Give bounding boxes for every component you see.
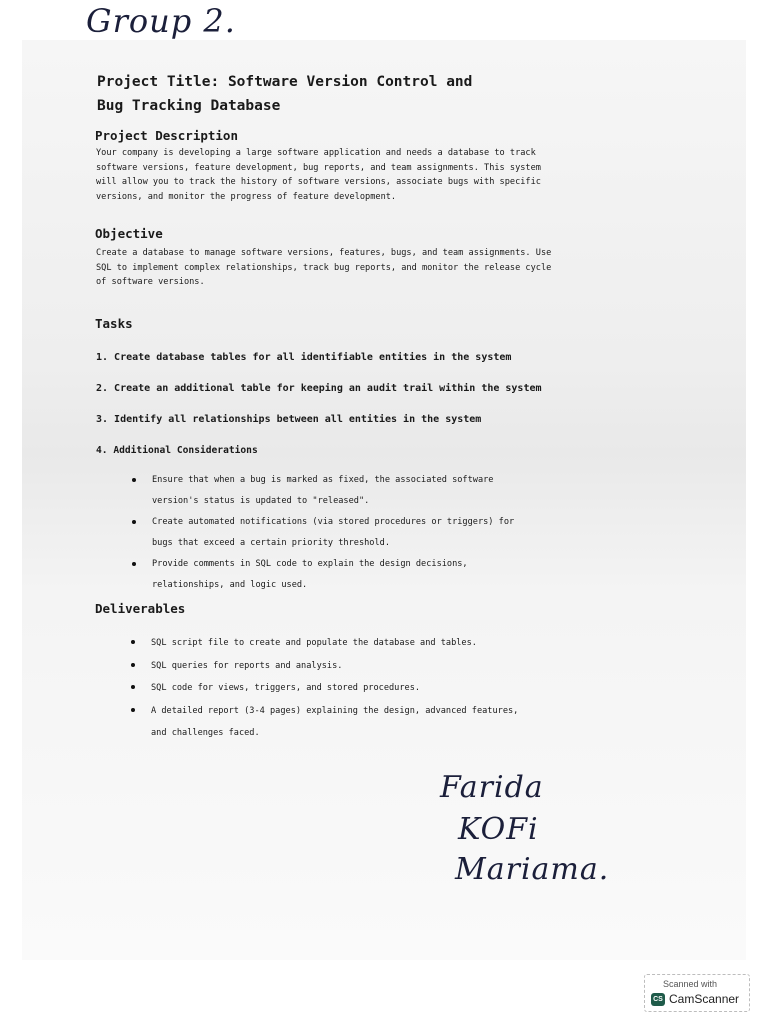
camscanner-brand: CamScanner [669, 992, 740, 1006]
bullet-icon [131, 685, 135, 689]
consideration-line: relationships, and logic used. [152, 580, 308, 590]
handwritten-group-label: Group 2. [86, 2, 236, 40]
deliverable-line: A detailed report (3-4 pages) explaining the design, advanced features, [151, 705, 519, 716]
bullet-icon [132, 562, 136, 566]
tasks-heading: Tasks [95, 316, 133, 331]
list-item [152, 512, 514, 554]
camscanner-badge [644, 974, 750, 1012]
consideration-line: Provide comments in SQL code to explain the design decisions, [152, 559, 468, 569]
objective-heading: Objective [95, 226, 163, 241]
scanned-with-text: Scanned with [663, 979, 718, 989]
handwritten-signature-line: KOFi [458, 812, 539, 847]
handwritten-signature-line: Mariama. [455, 852, 610, 887]
description-line: software versions, feature development, bug reports, and team assignments. This system [96, 162, 541, 173]
description-line: Your company is developing a large software application and needs a database to track [96, 148, 536, 158]
deliverable-line: and challenges faced. [151, 728, 260, 738]
project-title-line-2: Bug Tracking Database [97, 98, 281, 114]
deliverable-line: SQL script file to create and populate the database and tables. [151, 638, 477, 648]
deliverables-heading: Deliverables [95, 601, 186, 616]
consideration-line: version's status is updated to "released". [152, 496, 370, 506]
deliverable-line: SQL queries for reports and analysis. [151, 660, 343, 671]
list-item [151, 677, 518, 700]
list-item [152, 554, 514, 596]
description-text [96, 146, 656, 204]
task-item: 1. Create database tables for all identifiable entities in the system [96, 352, 512, 363]
considerations-list [152, 470, 514, 596]
list-item [151, 632, 518, 655]
list-item [152, 470, 514, 512]
task-item: 4. Additional Considerations [96, 445, 258, 456]
objective-line: of software versions. [96, 277, 205, 287]
objective-line: Create a database to manage software versions, features, bugs, and team assignments. Use [96, 248, 552, 258]
list-item [151, 655, 518, 678]
bullet-icon [132, 520, 136, 524]
project-title-line-1: Project Title: Software Version Control and [97, 74, 473, 90]
task-item: 2. Create an additional table for keeping an audit trail within the system [96, 383, 542, 394]
description-line: versions, and monitor the progress of feature development. [96, 191, 397, 202]
task-item: 3. Identify all relationships between all entities in the system [96, 414, 482, 425]
bullet-icon [132, 478, 136, 482]
objective-line: SQL to implement complex relationships, track bug reports, and monitor the release cycle [96, 262, 552, 273]
consideration-line: bugs that exceed a certain priority threshold. [152, 538, 390, 548]
deliverables-list [151, 632, 518, 745]
bullet-icon [131, 640, 135, 644]
objective-text [96, 246, 656, 290]
consideration-line: Create automated notifications (via stored procedures or triggers) for [152, 517, 515, 527]
project-title [97, 70, 657, 118]
list-item [151, 700, 518, 745]
bullet-icon [131, 708, 135, 712]
consideration-line: Ensure that when a bug is marked as fixed, the associated software [152, 475, 494, 485]
bullet-icon [131, 663, 135, 667]
camscanner-logo-icon: CS [651, 993, 665, 1006]
handwritten-signature-line: Farida [440, 770, 544, 805]
deliverable-line: SQL code for views, triggers, and stored procedures. [151, 683, 421, 693]
description-line: will allow you to track the history of software versions, associate bugs with specific [96, 177, 541, 187]
description-heading: Project Description [95, 128, 238, 143]
